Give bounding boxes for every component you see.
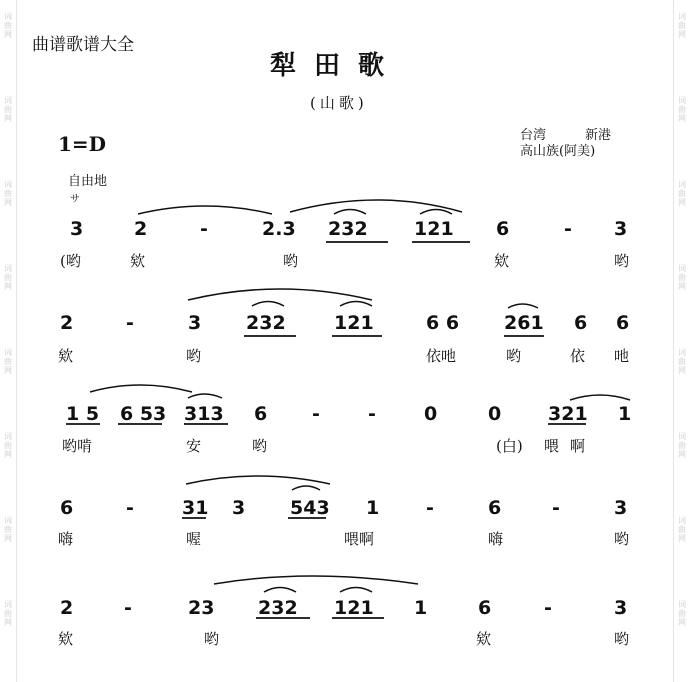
- watermark-text: 词 曲 网: [4, 348, 12, 375]
- score-note: 2.3: [262, 218, 296, 240]
- score-note: 6: [488, 497, 502, 519]
- score-lyric: (哟: [60, 252, 81, 270]
- watermark-text: 词 曲 网: [678, 516, 686, 543]
- score-lyric: 依吔: [426, 347, 457, 365]
- score-note: 6: [60, 497, 74, 519]
- score-note: 321: [548, 403, 588, 425]
- slur: [340, 588, 372, 593]
- score-note: 543: [290, 497, 330, 519]
- slur: [186, 476, 330, 484]
- score-lyric: 欸: [58, 630, 74, 648]
- score-note: 232: [258, 597, 298, 619]
- watermark-text: 词 曲 网: [678, 348, 686, 375]
- score-note: 121: [334, 597, 374, 619]
- score-lyric: 哟: [186, 347, 202, 365]
- score-note: 313: [184, 403, 224, 425]
- score-lyric: 欸: [58, 347, 74, 365]
- score-note: 2: [60, 312, 74, 334]
- score-note: 3: [232, 497, 246, 519]
- score-note: -: [200, 218, 208, 240]
- score-note: 23: [188, 597, 215, 619]
- song-origin: [520, 128, 611, 160]
- score-note: -: [544, 597, 552, 619]
- score-note: -: [564, 218, 572, 240]
- score-note: -: [552, 497, 560, 519]
- score-note: 6: [496, 218, 510, 240]
- score-note: 3: [188, 312, 202, 334]
- slur: [138, 206, 272, 214]
- score-lyric: 喂: [544, 437, 560, 455]
- score-note: -: [312, 403, 320, 425]
- watermark-text: 词 曲 网: [4, 264, 12, 291]
- score-note: 2: [60, 597, 74, 619]
- score-lyric: 哟: [614, 530, 630, 548]
- score-note: 232: [246, 312, 286, 334]
- score-note: 232: [328, 218, 368, 240]
- score-note: 0: [488, 403, 502, 425]
- score-note: 6: [616, 312, 630, 334]
- slur: [290, 200, 462, 212]
- watermark-text: 词 曲 网: [678, 264, 686, 291]
- score-lyric: 安: [186, 437, 202, 455]
- slur: [188, 289, 372, 300]
- watermark-text: 词 曲 网: [4, 180, 12, 207]
- score-lyric: 啊: [570, 437, 586, 455]
- watermark-text: 词 曲 网: [4, 516, 12, 543]
- score-lyric: 哟: [506, 347, 522, 365]
- score-note: -: [124, 597, 132, 619]
- score-note: 6: [574, 312, 588, 334]
- score-lyric: 依: [570, 347, 586, 365]
- score-lyric: 哟: [614, 630, 630, 648]
- score-lyric: 哟啃: [62, 437, 93, 455]
- tempo-marking: 自由地: [68, 174, 108, 189]
- score-lyric: 喔: [186, 530, 202, 548]
- song-title: 犁田歌: [270, 51, 403, 81]
- slur: [292, 486, 320, 490]
- score-lyric: 哟: [283, 252, 299, 270]
- slur: [508, 304, 538, 308]
- slur: [340, 302, 372, 307]
- score-note: 1: [618, 403, 632, 425]
- score-note: 2: [134, 218, 148, 240]
- score-note: 121: [334, 312, 374, 334]
- score-lyric: 欸: [494, 252, 510, 270]
- right-watermark-strip: [673, 0, 690, 682]
- slur: [252, 302, 284, 307]
- key-signature: 1=D: [58, 132, 107, 156]
- score-note: -: [368, 403, 376, 425]
- left-watermark-strip: [0, 0, 17, 682]
- slur: [188, 394, 222, 398]
- score-note: 121: [414, 218, 454, 240]
- watermark-text: 词 曲 网: [678, 600, 686, 627]
- slur: [90, 385, 192, 392]
- slur: [264, 588, 296, 593]
- score-lyric: 嗨: [488, 530, 504, 548]
- score-note: 6 6: [426, 312, 460, 334]
- score-lyric: 欸: [476, 630, 492, 648]
- score-note: 6 53: [120, 403, 167, 425]
- score-note: 1: [414, 597, 428, 619]
- score-note: 31: [182, 497, 209, 519]
- score-note: -: [126, 497, 134, 519]
- slur: [570, 395, 630, 400]
- score-lyric: 喂啊: [344, 530, 375, 548]
- slur: [214, 576, 418, 584]
- watermark-text: 词 曲 网: [678, 12, 686, 39]
- slur: [334, 210, 366, 215]
- score-lyric: 嗨: [58, 530, 74, 548]
- score-note: 261: [504, 312, 544, 334]
- score-lyric: (白): [496, 437, 523, 455]
- watermark-text: 词 曲 网: [4, 600, 12, 627]
- score-note: 3: [614, 597, 628, 619]
- score-note: 3: [70, 218, 84, 240]
- site-label: 曲谱歌谱大全: [32, 35, 134, 55]
- score-note: -: [126, 312, 134, 334]
- score-note: 1: [366, 497, 380, 519]
- origin-line: 高山族(阿美): [520, 144, 596, 159]
- score-lyric: 哟: [252, 437, 268, 455]
- watermark-text: 词 曲 网: [4, 12, 12, 39]
- watermark-text: 词 曲 网: [678, 96, 686, 123]
- origin-line: 台湾 新港: [520, 128, 612, 143]
- score-lyric: 吔: [614, 347, 630, 365]
- score-note: 6: [478, 597, 492, 619]
- watermark-text: 词 曲 网: [678, 432, 686, 459]
- score-note: 1 5: [66, 403, 100, 425]
- score-note: 0: [424, 403, 438, 425]
- score-note: 3: [614, 218, 628, 240]
- score-lyric: 哟: [614, 252, 630, 270]
- watermark-text: 词 曲 网: [4, 432, 12, 459]
- score-note: -: [426, 497, 434, 519]
- watermark-text: 词 曲 网: [4, 96, 12, 123]
- song-subtitle: (山歌): [310, 94, 368, 112]
- score-lyric: 欸: [130, 252, 146, 270]
- score-note: 3: [614, 497, 628, 519]
- watermark-text: 词 曲 网: [678, 180, 686, 207]
- free-meter-mark: サ: [70, 194, 80, 205]
- slur: [420, 210, 452, 215]
- score-lyric: 哟: [204, 630, 220, 648]
- score-note: 6: [254, 403, 268, 425]
